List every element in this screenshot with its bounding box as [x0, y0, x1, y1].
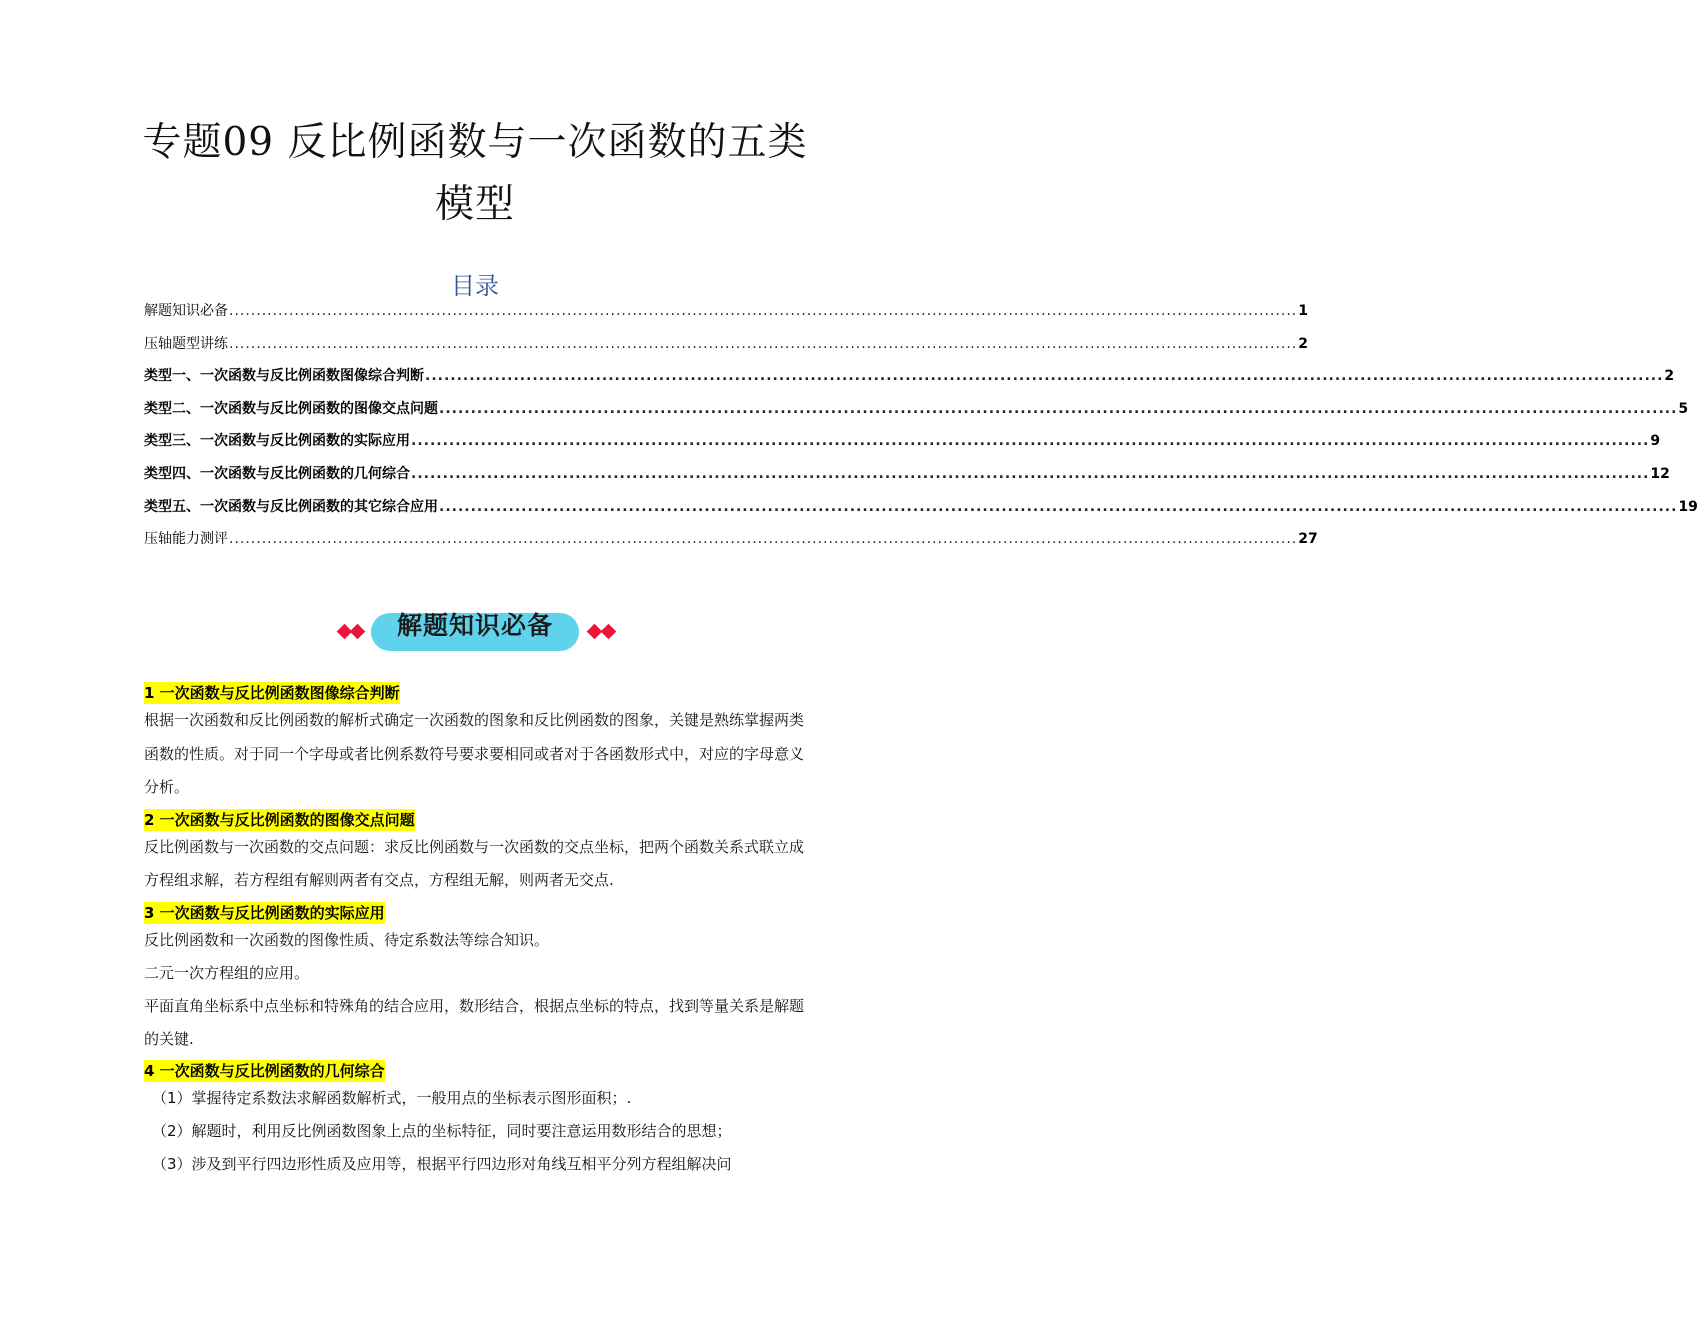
toc-entry[interactable] [144, 362, 1675, 395]
paragraph: 二元一次方程组的应用。 [144, 963, 310, 982]
document-title [140, 112, 810, 236]
knowledge-body [144, 678, 806, 1181]
toc-entry-title: 类型一、一次函数与反比例函数图像综合判断 [144, 368, 424, 385]
toc-leader: .................................................................................................................................................................................................... [411, 433, 1650, 450]
toc-leader: .................................................................................................................................................................................................... [411, 465, 1650, 482]
toc-entry-title: 类型五、一次函数与反比例函数的其它综合应用 [144, 498, 438, 515]
toc-leader: .................................................................................................................................................................................................... [439, 400, 1678, 417]
toc-leader: .................................................................................................................................................................................................... [229, 335, 1298, 352]
list-item: （2）解题时，利用反比例函数图象上点的坐标特征，同时要注意运用数形结合的思想； [152, 1121, 732, 1140]
toc-leader: .................................................................................................................................................................................................... [229, 303, 1298, 319]
diamond-icon [350, 624, 366, 640]
title-line-1: 专题09 反比例函数与一次函数的五类 [142, 120, 808, 165]
diamond-icon [601, 624, 617, 640]
toc-entry-page: 2 [1298, 335, 1308, 352]
paragraph: 根据一次函数和反比例函数的解析式确定一次函数的图象和反比例函数的图象，关键是熟练掌握两类函数的性质。对于同一个字母或者比例系数符号要求要相同或者对于各函数形式中，对应的字母意义分析。 [144, 711, 805, 796]
paragraph: 反比例函数与一次函数的交点问题：求反比例函数与一次函数的交点坐标，把两个函数关系式联立成方程组求解，若方程组有解则两者有交点，方程组无解，则两者无交点. [144, 837, 805, 889]
toc-entry-page: 19 [1678, 498, 1698, 515]
section-banner [333, 605, 623, 651]
toc-entry-title: 压轴题型讲练 [144, 335, 228, 352]
section-heading: 1 一次函数与反比例函数图像综合判断 [144, 684, 400, 702]
toc-leader: .................................................................................................................................................................................................... [425, 368, 1664, 385]
toc-entry-title: 解题知识必备 [144, 303, 228, 319]
title-line-2: 模型 [434, 182, 515, 227]
toc-entry-page: 9 [1650, 433, 1661, 450]
banner-label: 解题知识必备 [396, 611, 553, 640]
toc-leader: .................................................................................................................................................................................................... [439, 498, 1678, 515]
toc-entry-page: 27 [1298, 531, 1318, 548]
toc-entry-page: 2 [1664, 368, 1675, 385]
toc-entry-title: 类型三、一次函数与反比例函数的实际应用 [144, 433, 410, 450]
section-heading: 2 一次函数与反比例函数的图像交点问题 [144, 810, 415, 829]
toc-entry[interactable] [144, 297, 1308, 330]
toc-entry-page: 1 [1298, 303, 1308, 319]
toc-heading: 目录 [451, 272, 499, 300]
paragraph: 平面直角坐标系中点坐标和特殊角的结合应用，数形结合，根据点坐标的特点，找到等量关系是解题的关键. [144, 996, 805, 1048]
list-item: （3）涉及到平行四边形性质及应用等，根据平行四边形对角线互相平分列方程组解决问 [152, 1154, 732, 1173]
toc-entry-title: 类型四、一次函数与反比例函数的几何综合 [144, 465, 410, 482]
toc-entry[interactable] [144, 395, 1689, 428]
toc-entry-title: 压轴能力测评 [144, 531, 228, 548]
toc-entry[interactable] [144, 427, 1661, 460]
toc-entry[interactable] [144, 493, 1698, 526]
toc-entry[interactable] [144, 460, 1670, 493]
toc-entry-page: 12 [1650, 465, 1670, 482]
toc-entry[interactable] [144, 525, 1318, 558]
table-of-contents [144, 297, 1698, 558]
paragraph: 反比例函数和一次函数的图像性质、待定系数法等综合知识。 [144, 930, 550, 949]
toc-entry[interactable] [144, 330, 1308, 363]
list-item: （1）掌握待定系数法求解函数解析式，一般用点的坐标表示图形面积；. [152, 1088, 632, 1107]
section-heading: 4 一次函数与反比例函数的几何综合 [144, 1061, 385, 1080]
toc-leader: .................................................................................................................................................................................................... [229, 531, 1298, 548]
toc-entry-title: 类型二、一次函数与反比例函数的图像交点问题 [144, 400, 438, 417]
section-heading: 3 一次函数与反比例函数的实际应用 [144, 903, 385, 922]
toc-entry-page: 5 [1678, 400, 1689, 417]
